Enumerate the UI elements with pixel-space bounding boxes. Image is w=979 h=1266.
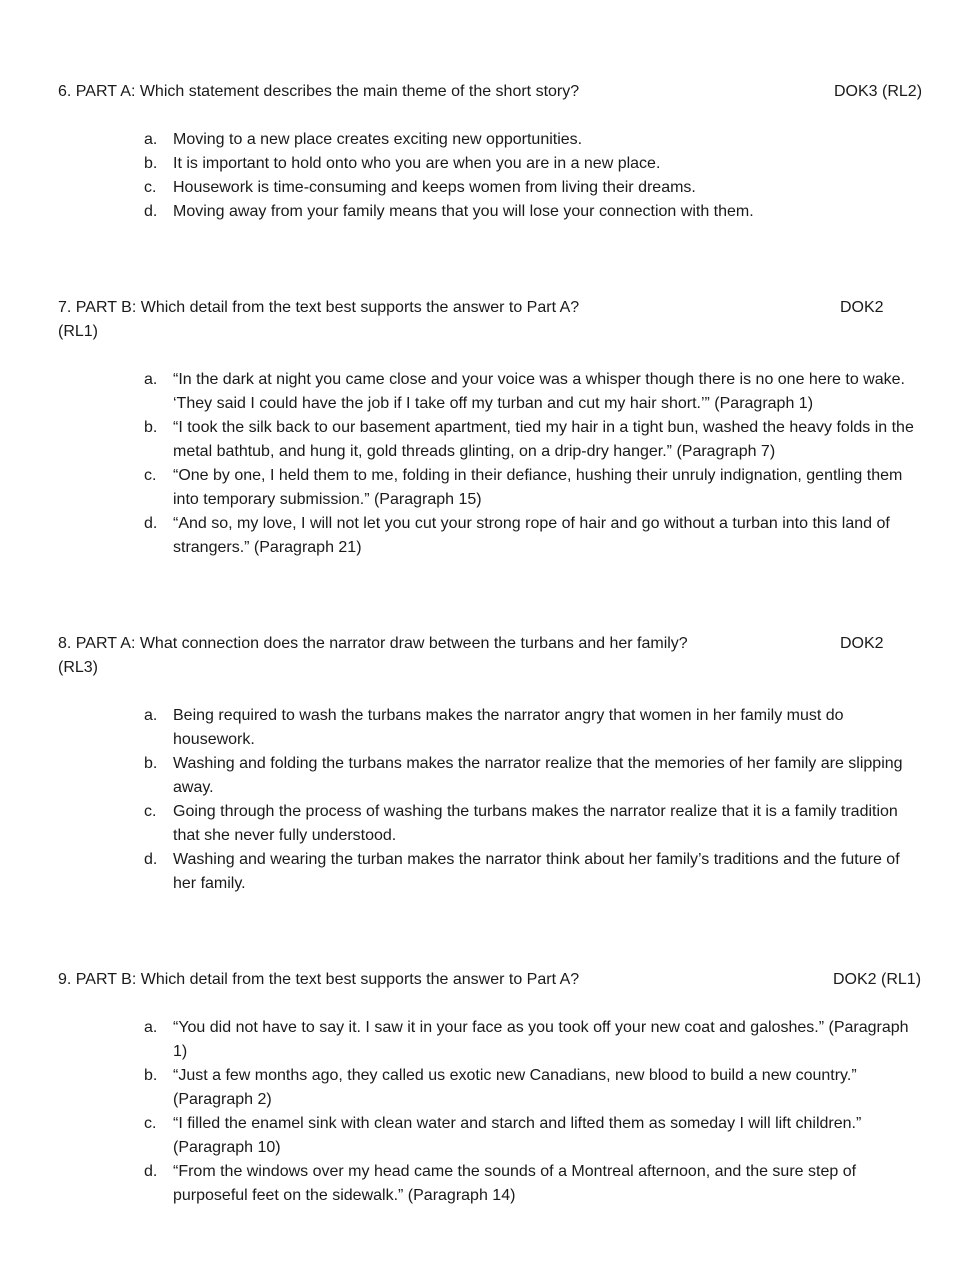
answer-choice-a[interactable] [0,368,923,416]
answer-choice-c[interactable] [0,176,923,200]
question-header [0,80,979,104]
question-prompt: 8. PART A: What connection does the narrator draw between the turbans and her family? [58,635,688,652]
choice-letter: d. [144,851,158,868]
answer-choice-d[interactable] [0,1160,923,1208]
choice-letter: d. [144,1163,158,1180]
choice-letter: b. [144,1067,158,1084]
choice-text: “In the dark at night you came close and your voice was a whisper though there is no one here to wake. ‘They said I could have the job if I take off my turban and cut my hair short.’” (Paragraph 1) [173,371,905,412]
question-header [0,968,979,992]
choice-text: “From the windows over my head came the sounds of a Montreal afternoon, and the sure step of purposeful feet on the sidewalk.” (Paragraph 14) [173,1163,857,1204]
choice-letter: c. [144,467,157,484]
choice-text: “I filled the enamel sink with clean water and starch and lifted them as someday I will lift children.” (Paragraph 10) [173,1115,862,1156]
choice-letter: a. [144,131,158,148]
dok-label: DOK2 (RL1) [833,971,922,988]
answer-choice-a[interactable] [0,1016,923,1064]
dok-label: DOK2 [840,635,884,652]
answer-choices [0,128,923,224]
answer-choices [0,368,923,560]
choice-text: Being required to wash the turbans makes the narrator angry that women in her family must do housework. [173,707,844,748]
choice-text: “You did not have to say it. I saw it in your face as you took off your new coat and galoshes.” (Paragraph 1) [173,1019,909,1060]
answer-choice-d[interactable] [0,848,923,896]
answer-choice-d[interactable] [0,200,923,224]
choice-text: Housework is time-consuming and keeps women from living their dreams. [173,179,696,196]
choice-text: Washing and wearing the turban makes the narrator think about her family’s traditions and the future of her family. [173,851,900,892]
choice-text: Moving away from your family means that you will lose your connection with them. [173,203,754,220]
answer-choice-d[interactable] [0,512,923,560]
choice-letter: b. [144,155,158,172]
question-9 [0,968,979,1204]
answer-choices [0,704,923,896]
standard-code: (RL3) [58,659,99,676]
question-header [0,296,979,320]
dok-label: DOK2 [840,299,884,316]
question-7 [0,296,979,556]
choice-letter: a. [144,707,158,724]
question-header [0,632,979,656]
answer-choices [0,1016,923,1208]
choice-text: It is important to hold onto who you are when you are in a new place. [173,155,661,172]
standard-code: (RL1) [58,323,99,340]
choice-letter: a. [144,1019,158,1036]
choice-letter: c. [144,1115,157,1132]
question-6 [0,80,979,220]
choice-text: Washing and folding the turbans makes the narrator realize that the memories of her family are slipping away. [173,755,903,796]
choice-text: “Just a few months ago, they called us exotic new Canadians, new blood to build a new country.” (Paragraph 2) [173,1067,857,1108]
question-8 [0,632,979,892]
choice-letter: c. [144,179,157,196]
answer-choice-b[interactable] [0,152,923,176]
choice-text: “I took the silk back to our basement apartment, tied my hair in a tight bun, washed the heavy folds in the metal bathtub, and hung it, gold threads glinting, on a drip-dry hanger.” (Paragraph 7) [173,419,914,460]
question-prompt: 6. PART A: Which statement describes the main theme of the short story? [58,83,580,100]
question-prompt: 7. PART B: Which detail from the text best supports the answer to Part A? [58,299,580,316]
choice-letter: a. [144,371,158,388]
choice-letter: d. [144,515,158,532]
dok-label: DOK3 (RL2) [834,83,923,100]
choice-letter: d. [144,203,158,220]
choice-text: “And so, my love, I will not let you cut your strong rope of hair and go without a turban into this land of strangers.” (Paragraph 21) [173,515,890,556]
choice-letter: b. [144,755,158,772]
answer-choice-a[interactable] [0,704,923,752]
answer-choice-c[interactable] [0,464,923,512]
answer-choice-b[interactable] [0,752,923,800]
choice-text: “One by one, I held them to me, folding in their defiance, hushing their unruly indignation, gentling them into temporary submission.” (Paragraph 15) [173,467,903,508]
choice-text: Moving to a new place creates exciting new opportunities. [173,131,583,148]
choice-letter: c. [144,803,157,820]
choice-letter: b. [144,419,158,436]
answer-choice-a[interactable] [0,128,923,152]
question-prompt: 9. PART B: Which detail from the text best supports the answer to Part A? [58,971,580,988]
answer-choice-b[interactable] [0,1064,923,1112]
answer-choice-b[interactable] [0,416,923,464]
choice-text: Going through the process of washing the turbans makes the narrator realize that it is a family tradition that she never fully understood. [173,803,898,844]
answer-choice-c[interactable] [0,800,923,848]
answer-choice-c[interactable] [0,1112,923,1160]
